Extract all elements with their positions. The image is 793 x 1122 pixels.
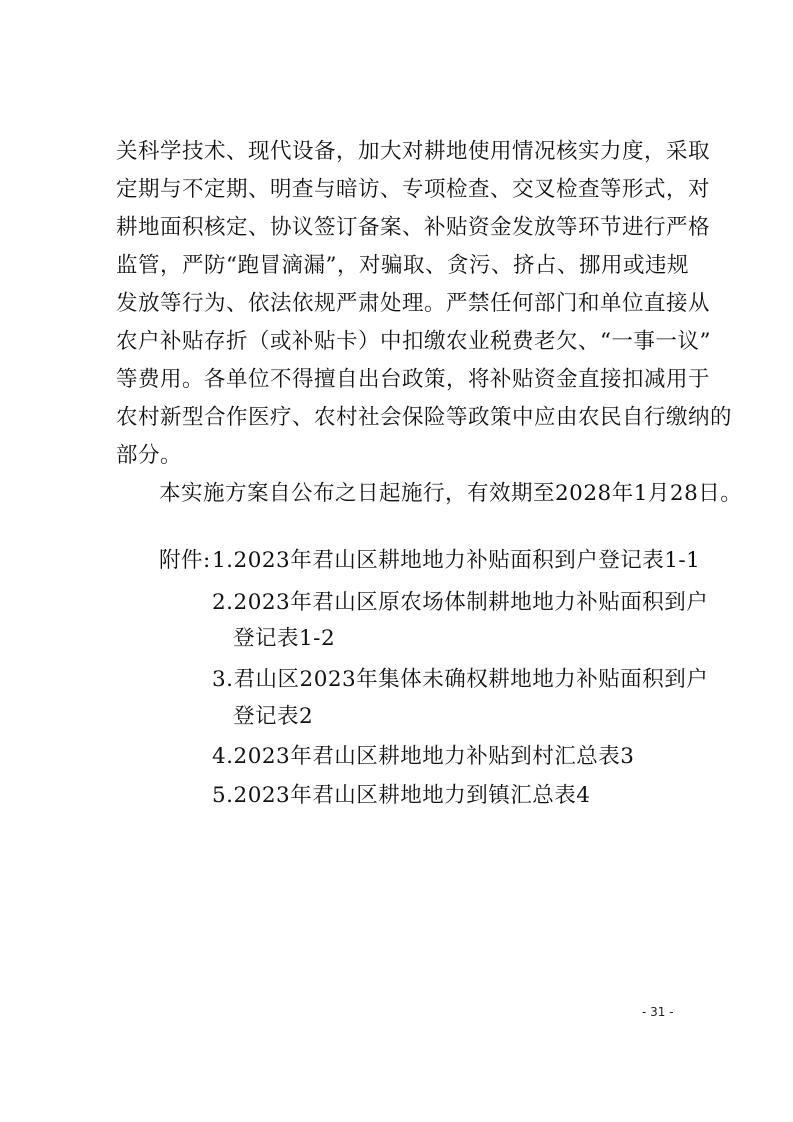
paragraph-line-8: 农村新型合作医疗、农村社会保险等政策中应由农民自行缴纳的 [116,405,733,430]
attachment-item-2-continued: 登记表1-2 [233,626,336,651]
effective-date-line: 本实施方案自公布之日起施行，有效期至2028年1月28日。 [159,481,743,506]
paragraph-line-1: 关科学技术、现代设备，加大对耕地使用情况核实力度，采取 [116,139,711,164]
attachment-item-1: 1.2023年君山区耕地地力补贴面积到户登记表1-1 [212,548,701,573]
page-number: - 31 - [642,1005,674,1019]
paragraph-line-4: 监管，严防“跑冒滴漏”，对骗取、贪污、挤占、挪用或违规 [116,253,689,278]
attachments-label: 附件: [159,548,211,573]
paragraph-line-5: 发放等行为、依法依规严肃处理。严禁任何部门和单位直接从 [116,291,711,316]
attachment-item-2: 2.2023年君山区原农场体制耕地地力补贴面积到户 [212,590,709,615]
attachment-item-4: 4.2023年君山区耕地地力补贴到村汇总表3 [212,744,635,769]
paragraph-line-2: 定期与不定期、明查与暗访、专项检查、交叉检查等形式，对 [116,177,711,202]
paragraph-line-9: 部分。 [116,443,183,468]
attachment-item-5: 5.2023年君山区耕地地力到镇汇总表4 [212,783,591,808]
attachment-item-3: 3.君山区2023年集体未确权耕地地力补贴面积到户 [212,667,709,692]
paragraph-line-7: 等费用。各单位不得擅自出台政策，将补贴资金直接扣减用于 [116,367,711,392]
paragraph-line-3: 耕地面积核定、协议签订备案、补贴资金发放等环节进行严格 [116,215,711,240]
paragraph-line-6: 农户补贴存折（或补贴卡）中扣缴农业税费老欠、“一事一议” [116,329,711,354]
attachment-item-3-continued: 登记表2 [233,704,314,729]
